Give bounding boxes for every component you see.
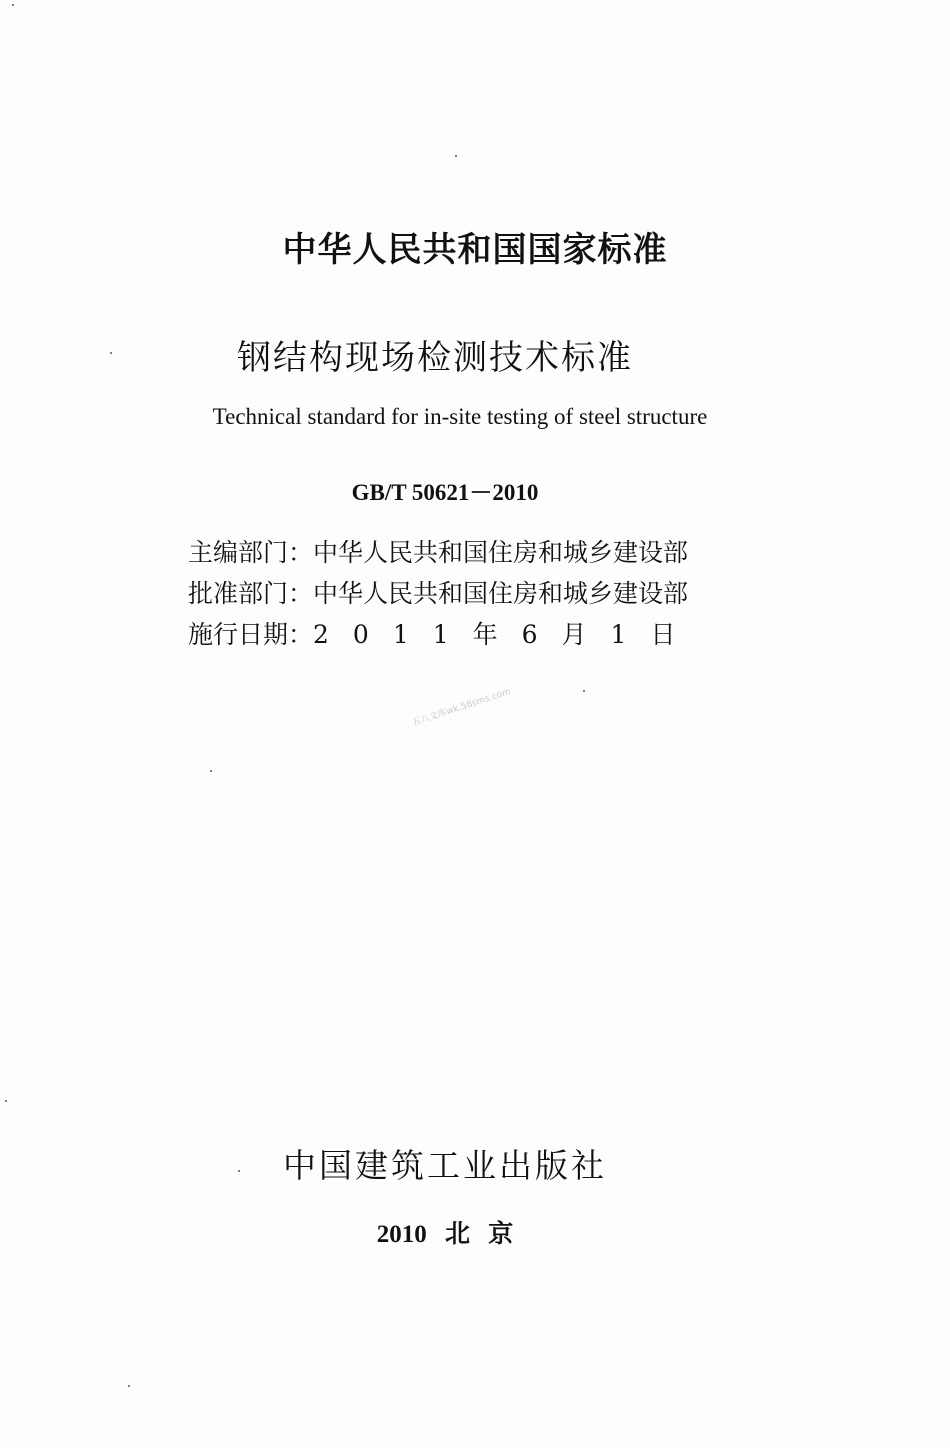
approval-row: [188, 574, 688, 610]
chief-editor-value: 中华人民共和国住房和城乡建设部: [313, 538, 689, 567]
approval-label: 批准部门：: [188, 579, 314, 608]
scan-speck: [128, 1385, 130, 1387]
scan-speck: [455, 155, 457, 157]
standard-code: GB/T 50621－2010: [351, 480, 539, 505]
standard-level-heading: 中华人民共和国国家标准: [282, 230, 668, 270]
document-title-chinese: 钢结构现场检测技术标准: [237, 338, 633, 378]
scan-speck: [12, 4, 14, 6]
watermark-text: 五八文库wk.58sms.com: [410, 686, 513, 729]
chief-editor-label: 主编部门：: [188, 538, 314, 567]
scan-speck: [210, 770, 212, 772]
chief-editor-row: [188, 533, 688, 569]
scan-speck: [5, 1100, 7, 1102]
approval-value: 中华人民共和国住房和城乡建设部: [313, 579, 689, 608]
effective-date-label: 施行日期：: [188, 620, 314, 649]
scan-speck: [583, 690, 585, 692]
publication-year-place: 2010 北 京: [376, 1221, 514, 1248]
effective-date-value: 2011年6月1日: [313, 620, 700, 649]
document-title-english: Technical standard for in-site testing of steel structure: [212, 404, 708, 429]
effective-date-row: [188, 615, 699, 651]
publisher-name: 中国建筑工业出版社: [283, 1146, 607, 1185]
